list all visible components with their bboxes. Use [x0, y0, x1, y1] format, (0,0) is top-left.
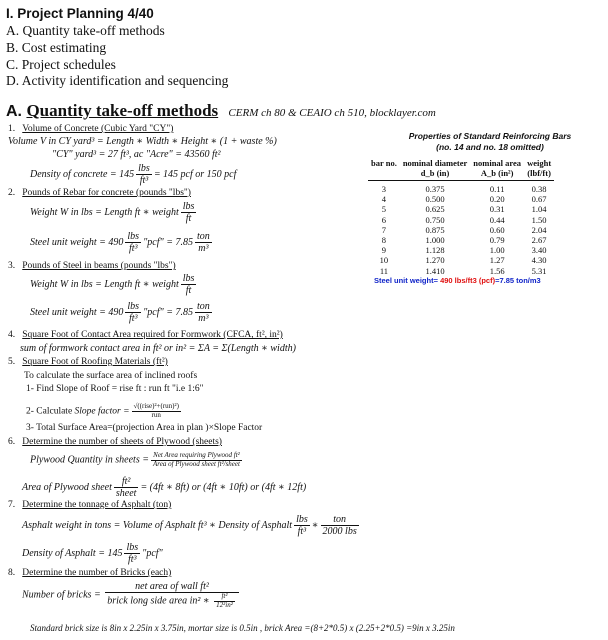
item-number: 1. [8, 124, 16, 134]
table-cell: 0.60 [489, 224, 505, 235]
item-plywood: 6. Determine the number of sheets of Plywood (sheets) [8, 437, 222, 447]
table-cell: 0.750 [425, 214, 445, 225]
section-reference: CERM ch 80 & CEAIO ch 510, blocklayer.com [228, 107, 436, 119]
col-header-unit [368, 168, 400, 181]
table-cell: 0.79 [489, 235, 505, 246]
equation-asphalt-density: Density of Asphalt = 145 $\frac{\text{lbs}}{\text{ft³}}$ "pcf" [22, 542, 163, 565]
equation-asphalt-weight: Asphalt weight in tons = Volume of Asphalt ft³ ∗ Density of Asphalt $\frac{\text{lbs}}{\text{ft³}}$ ∗ $\frac{\text{ton}}{\text{2000 lbs}}$ [22, 514, 357, 537]
section-heading-text: Quantity take-off methods [26, 101, 219, 120]
equation: "CY" yard³ = 27 ft³, ac "Acre" = 43560 ft² [52, 149, 221, 160]
item-volume-concrete [8, 124, 173, 134]
table-cell: 3.40 [531, 245, 547, 256]
table-cell: 0.31 [489, 204, 505, 215]
col-header-unit: A_b (in²) [470, 168, 524, 181]
step-2: 2- Calculate Slope factor = $\frac{\text{√((rise)²+(run)²)}}{\text{run}}$ [26, 402, 179, 419]
table-row [368, 204, 554, 214]
table-row [368, 225, 554, 235]
outline-item: B. Cost estimating [6, 40, 107, 55]
section-heading: A. Quantity take-off methods CERM ch 80 & CEAIO ch 510, blocklayer.com [6, 101, 436, 120]
table-cell: 0.44 [489, 214, 505, 225]
rebar-properties-table [368, 158, 554, 276]
col-header-unit: (lbf/ft) [524, 168, 554, 181]
table-cell: 1.00 [489, 245, 505, 256]
table-cell: 1.270 [425, 255, 445, 266]
table-header-row [368, 168, 554, 181]
item-steel-beams: 3. Pounds of Steel in beams (pounds "lbs") [8, 261, 176, 271]
table-cell: 5 [381, 204, 387, 215]
table-cell: 1.04 [531, 204, 547, 215]
table-cell: 2.04 [531, 224, 547, 235]
item-asphalt: 7. Determine the tonnage of Asphalt (ton) [8, 500, 172, 510]
equation-beam-weight: Weight W in lbs = Length ft ∗ weight $\frac{\text{lbs}}{ft}$ [30, 273, 195, 296]
table-row [368, 181, 554, 195]
step-3: 3- Total Surface Area=(projection Area in plan )×Slope Factor [26, 423, 263, 433]
table-cell: 7 [381, 224, 387, 235]
table-cell: 2.67 [531, 235, 547, 246]
equation-steel-unit-weight: Steel unit weight = 490 $\frac{\text{lbs}}{\text{ft³}}$ "pcf" = 7.85 $\frac{\text{ton}}{\text{m³}}$ [30, 301, 210, 324]
table-cell: 1.128 [425, 245, 445, 256]
outline-item: C. Project schedules [6, 57, 116, 72]
table-cell: 0.500 [425, 194, 445, 205]
col-header-unit: d_b (in) [400, 168, 470, 181]
table-cell: 0.625 [425, 204, 445, 215]
table-header-row [368, 158, 554, 168]
equation-plywood-area: Area of Plywood sheet $\frac{\text{ft²}}{\text{sheet}}$ = (4ft ∗ 8ft) or (4ft ∗ 10ft) or (4ft ∗ 12ft) [22, 476, 307, 499]
table-cell: 0.875 [425, 224, 445, 235]
col-header: nominal area [473, 158, 522, 168]
table-cell: 0.67 [531, 194, 547, 205]
table-cell: 6 [381, 214, 387, 225]
item-rebar: 2. Pounds of Rebar for concrete (pounds "lbs") [8, 188, 191, 198]
col-header: weight [527, 158, 552, 168]
table-cell: 5.31 [531, 265, 547, 276]
table-cell: 9 [381, 245, 387, 256]
text-line: To calculate the surface area of inclined roofs [24, 371, 198, 381]
table-cell: 8 [381, 235, 387, 246]
steel-unit-weight-note: Steel unit weight= 490 lbs/ft3 (pcf)=7.85 ton/m3 [374, 276, 541, 285]
table-cell: 0.375 [425, 184, 445, 194]
table-cell: 4 [381, 194, 387, 205]
table-cell: 0.11 [489, 184, 505, 194]
equation-rebar-weight: Weight W in lbs = Length ft ∗ weight $\frac{\text{lbs}}{ft}$ [30, 201, 195, 224]
table-cell: 1.56 [489, 265, 505, 276]
table-cell: 0.20 [489, 194, 505, 205]
table-cell: 4.30 [531, 255, 547, 266]
footnote-brick-size: Standard brick size is 8in x 2.25in x 3.75in, mortar size is 0.5in , brick Area =(8+2*0.5) x (2.25+2*0.5) =9in x 3.25in [30, 623, 455, 633]
table-cell: 1.27 [489, 255, 505, 266]
col-header: bar no. [371, 158, 397, 168]
table-caption: Properties of Standard Reinforcing Bars (no. 14 and no. 18 omitted) [408, 131, 572, 152]
outline-item: A. Quantity take-off methods [6, 23, 165, 38]
table-row [368, 194, 554, 204]
table-row [368, 255, 554, 265]
table-cell: 11 [379, 265, 388, 276]
table-row [368, 215, 554, 225]
equation-density-concrete: Density of concrete = 145 $\frac{\text{lbs}}{\text{ft³}}$ = 145 pcf or 150 pcf [30, 163, 237, 186]
item-title: Volume of Concrete (Cubic Yard "CY") [22, 124, 174, 134]
table-cell: 3 [381, 184, 387, 194]
step-1: 1- Find Slope of Roof = rise ft : run ft "i.e 1:6" [26, 384, 204, 394]
equation-steel-unit-weight: Steel unit weight = 490 $\frac{\text{lbs}}{\text{ft³}}$ "pcf" = 7.85 $\frac{\text{ton}}{\text{m³}}$ [30, 231, 210, 254]
table-cell: 1.50 [531, 214, 547, 225]
item-formwork: 4. Square Foot of Contact Area required for Formwork (CFCA, ft², in²) [8, 330, 283, 340]
outline-item: D. Activity identification and sequencing [6, 73, 229, 88]
table-row [368, 266, 554, 276]
table-cell: 1.000 [425, 235, 445, 246]
table-row [368, 235, 554, 245]
page-title: I. Project Planning 4/40 [6, 6, 154, 21]
table-cell: 10 [379, 255, 389, 266]
table-row [368, 245, 554, 255]
equation-bricks: Number of bricks = net area of wall ft² brick long side area in² ∗ $\frac{\text{ft²}}{\text{12²in²}}$ [22, 581, 241, 609]
equation-plywood-quantity: Plywood Quantity in sheets = $\frac{\text{Net Area requiring Plywood ft²}}{\text{Area of Plywood sheet ft²/sheet}}$ [30, 451, 240, 468]
equation: sum of formwork contact area in ft² or in² = ΣA = Σ(Length ∗ width) [20, 343, 296, 354]
item-roofing: 5. Square Foot of Roofing Materials (ft²) [8, 357, 168, 367]
equation: Volume V in CY yard³ = Length ∗ Width ∗ Height ∗ (1 + waste %) [8, 136, 277, 147]
table-cell: 0.38 [531, 184, 547, 194]
item-bricks: 8. Determine the number of Bricks (each) [8, 568, 172, 578]
col-header: nominal diameter [402, 158, 468, 168]
table-cell: 1.410 [425, 265, 445, 276]
